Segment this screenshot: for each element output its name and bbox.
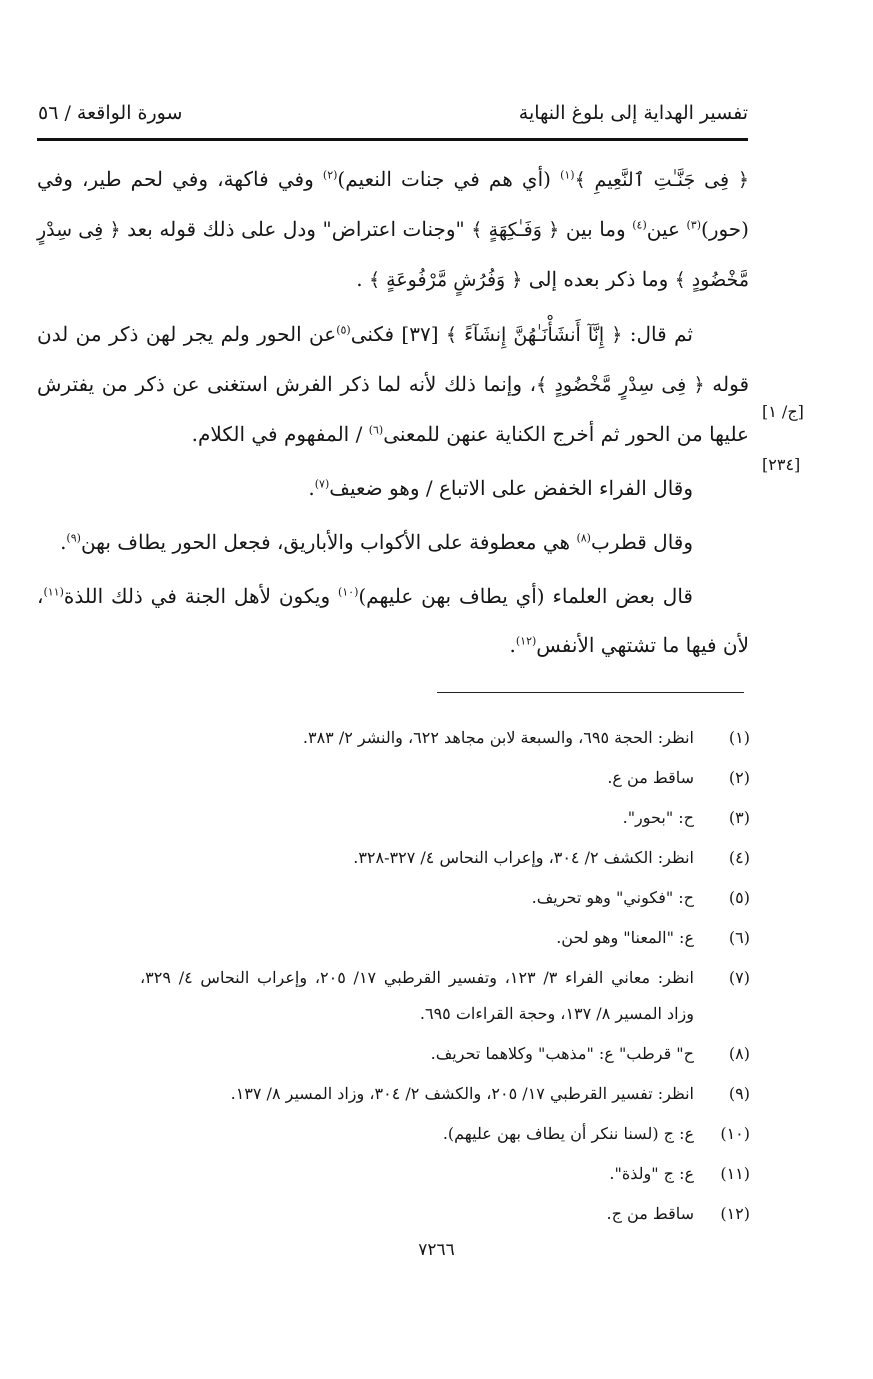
footnote-item bbox=[140, 1036, 750, 1072]
text-run: ، لأن فيها ما تشتهي الأنفس bbox=[37, 584, 749, 657]
footnote-number: (١) bbox=[728, 728, 750, 747]
quran-quote: ﴿ فِى سِدْرٍ مَّخْضُودٍ ﴾ bbox=[536, 374, 705, 396]
footnote-number: (١١) bbox=[720, 1164, 750, 1183]
footnote-ref: (٨) bbox=[576, 531, 591, 545]
footnote-ref: (٢) bbox=[322, 168, 338, 182]
quran-quote: ﴿ إِنَّآ أَنشَأْنَـٰهُنَّ إِنشَآءً ﴾ bbox=[445, 324, 623, 346]
footnote-number: (٥) bbox=[728, 888, 750, 907]
footnote-text: انظر: الكشف ٢/ ٣٠٤، وإعراب النحاس ٤/ ٣٢٧-٣٢٨. bbox=[353, 848, 694, 867]
header-rule bbox=[37, 138, 748, 141]
footnote-ref: (١) bbox=[560, 168, 575, 182]
footnote-ref: (٤) bbox=[632, 218, 647, 232]
footnote-number: (٣) bbox=[728, 808, 750, 827]
text-run: وفي فاكهة، وفي لحم طير، وفي (حور) bbox=[37, 167, 749, 241]
footnote-text: انظر: الحجة ٦٩٥، والسبعة لابن مجاهد ٦٢٢، والنشر ٢/ ٣٨٣. bbox=[302, 728, 694, 747]
footnote-number: (٢) bbox=[728, 768, 750, 787]
running-header-surah: سورة الواقعة / ٥٦ bbox=[38, 102, 183, 124]
footnote-item bbox=[140, 840, 750, 876]
footnote-number: (٧) bbox=[728, 968, 750, 987]
footnote-item bbox=[140, 1116, 750, 1152]
footnote-number: (١٠) bbox=[720, 1124, 750, 1143]
footnote-text: ع: "المعنا" وهو لحن. bbox=[556, 928, 694, 947]
footnote-ref: (٦) bbox=[368, 423, 384, 437]
footnote-text: ساقط من ج. bbox=[606, 1204, 694, 1223]
paragraph-5 bbox=[37, 572, 749, 670]
main-text bbox=[37, 155, 749, 670]
text-run: وما ذكر بعده إلى bbox=[522, 267, 675, 291]
footnote-item bbox=[140, 920, 750, 956]
footnote-item bbox=[140, 760, 750, 796]
footnote-number: (٨) bbox=[728, 1044, 750, 1063]
text-run: ثم قال: bbox=[622, 322, 693, 346]
quran-quote: ﴿ فِى سِدْرٍ مَّخْضُودٍ ﴾ bbox=[37, 219, 749, 291]
text-run: وقال الفراء الخفض على الاتباع / وهو ضعيف bbox=[329, 476, 693, 500]
text-run: [٣٧] فكنى bbox=[350, 322, 446, 346]
footnote-text: ساقط من ع. bbox=[607, 768, 694, 787]
text-run: عن الحور ولم يجر لهن ذكر من لدن قوله bbox=[37, 322, 750, 396]
text-run: ، وإنما ذلك لأنه لما ذكر الفرش استغنى عن ذكر من يفترش عليها من الحور ثم أخرج الكناية عنهن للمعنى bbox=[37, 372, 749, 446]
footnote-number: (١٢) bbox=[720, 1204, 750, 1223]
footnote-text: انظر: معاني الفراء ٣/ ١٢٣، وتفسير القرطبي ١٧/ ٢٠٥، وإعراب النحاس ٤/ ٣٢٩، وزاد المسير ٨/ ١٣٧، وحجة القراءات ٦٩٥. bbox=[140, 968, 695, 1023]
text-run: هي معطوفة على الأكواب والأباريق، فجعل الحور يطاف بهن bbox=[80, 530, 577, 554]
footnote-ref: (١٠) bbox=[337, 585, 359, 599]
paragraph-1 bbox=[37, 155, 749, 305]
margin-note-page-ref: [٢٣٤] bbox=[762, 455, 801, 474]
text-run: "وجنات اعتراض" ودل على ذلك قوله بعد bbox=[120, 217, 472, 241]
text-run: عين bbox=[646, 217, 687, 241]
footnote-number: (٤) bbox=[728, 848, 750, 867]
footnotes-list bbox=[140, 720, 750, 1236]
text-run: قال بعض العلماء (أي يطاف بهن عليهم) bbox=[358, 584, 693, 608]
text-run: . bbox=[60, 530, 67, 554]
footnote-number: (٩) bbox=[728, 1084, 750, 1103]
footnote-ref: (٥) bbox=[336, 323, 351, 337]
quran-quote: ﴿ وَفَـٰكِهَةٍ ﴾ bbox=[471, 219, 560, 241]
footnote-item bbox=[140, 720, 750, 756]
footnote-ref: (٣) bbox=[686, 218, 702, 232]
margin-note-manuscript-folio: [ج/ ١] bbox=[762, 402, 804, 421]
text-run: (أي هم في جنات النعيم) bbox=[337, 167, 561, 191]
running-header-title: تفسير الهداية إلى بلوغ النهاية bbox=[518, 102, 748, 124]
text-run: . bbox=[509, 633, 516, 657]
text-run: / المفهوم في الكلام. bbox=[191, 422, 369, 446]
paragraph-4 bbox=[37, 518, 749, 567]
footnote-item bbox=[140, 1076, 750, 1112]
page-number: ٧٢٦٦ bbox=[418, 1240, 455, 1260]
paragraph-2 bbox=[37, 310, 749, 459]
footnote-number: (٦) bbox=[728, 928, 750, 947]
footnote-text: انظر: تفسير القرطبي ١٧/ ٢٠٥، والكشف ٢/ ٣٠٤، وزاد المسير ٨/ ١٣٧. bbox=[230, 1084, 694, 1103]
footnote-text: ح: "فكوني" وهو تحريف. bbox=[531, 888, 694, 907]
text-run: . bbox=[308, 476, 315, 500]
footnote-text: ح" قرطب" ع: "مذهب" وكلاهما تحريف. bbox=[430, 1044, 694, 1063]
text-run: ويكون لأهل الجنة في ذلك اللذة bbox=[63, 584, 338, 608]
footnote-item bbox=[140, 880, 750, 916]
text-run: وقال قطرب bbox=[590, 530, 693, 554]
footnote-text: ح: "بحور". bbox=[622, 808, 694, 827]
footnote-item bbox=[140, 800, 750, 836]
paragraph-3 bbox=[37, 464, 749, 513]
footnote-separator bbox=[437, 692, 744, 693]
footnote-text: ع: ج (لسنا ننكر أن يطاف بهن عليهم). bbox=[442, 1124, 694, 1143]
footnote-ref: (٧) bbox=[314, 477, 330, 491]
footnote-item bbox=[140, 1156, 750, 1192]
footnote-item bbox=[140, 1196, 750, 1232]
footnote-ref: (١١) bbox=[43, 585, 64, 599]
text-run: . bbox=[356, 267, 369, 291]
footnote-text: ع: ج "ولذة". bbox=[609, 1164, 694, 1183]
footnote-ref: (٩) bbox=[66, 531, 81, 545]
quran-quote: ﴿ وَفُرُشٍ مَّرْفُوعَةٍ ﴾ bbox=[368, 269, 523, 291]
quran-quote: ﴿ فِى جَنَّـٰتِ ٱلنَّعِيمِ ﴾ bbox=[574, 169, 750, 191]
footnote-ref: (١٢) bbox=[515, 634, 537, 648]
text-run: وما بين bbox=[559, 217, 633, 241]
footnote-item bbox=[140, 960, 750, 1032]
